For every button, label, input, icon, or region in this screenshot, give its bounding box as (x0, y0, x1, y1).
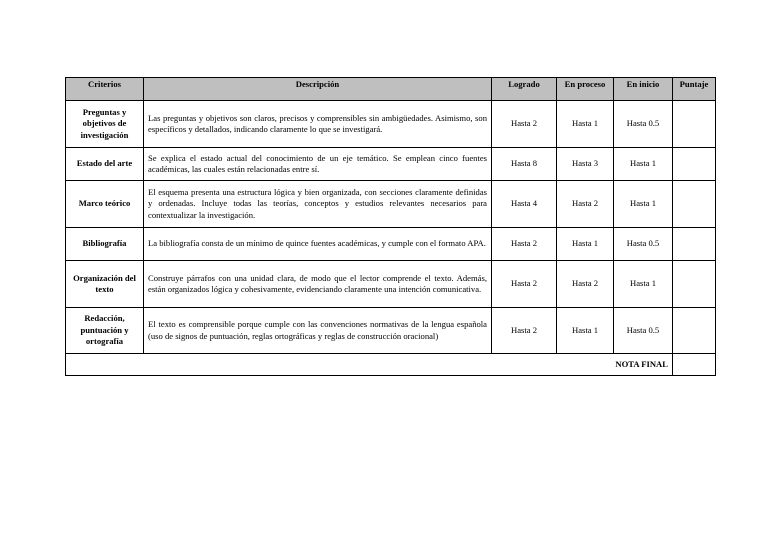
achieved-cell: Hasta 2 (492, 261, 557, 308)
in-progress-cell: Hasta 1 (557, 308, 614, 354)
in-progress-cell: Hasta 2 (557, 181, 614, 228)
score-cell[interactable] (673, 261, 716, 308)
starting-cell: Hasta 0.5 (614, 308, 673, 354)
criterion-cell: Bibliografía (66, 228, 144, 261)
description-cell: El esquema presenta una estructura lógica y bien organizada, con secciones claramente definidas y ordenadas. Incluye todas las teorías, conceptos y estudios relevantes necesarios para contextualizar la investigación. (144, 181, 492, 228)
in-progress-cell: Hasta 1 (557, 101, 614, 148)
starting-cell: Hasta 0.5 (614, 101, 673, 148)
rubric-table (65, 77, 716, 376)
starting-cell: Hasta 0.5 (614, 228, 673, 261)
table-row (66, 148, 716, 181)
description-cell: Se explica el estado actual del conocimiento de un eje temático. Se emplean cinco fuentes académicas, las cuales están relacionadas entre sí. (144, 148, 492, 181)
achieved-cell: Hasta 2 (492, 308, 557, 354)
table-row (66, 181, 716, 228)
header-description: Descripción (144, 78, 492, 101)
description-cell: La bibliografía consta de un mínimo de quince fuentes académicas, y cumple con el formato APA. (144, 228, 492, 261)
criterion-cell: Organización del texto (66, 261, 144, 308)
description-cell: El texto es comprensible porque cumple con las convenciones normativas de la lengua española (uso de signos de puntuación, reglas ortográficas y reglas de construcción oracional) (144, 308, 492, 354)
score-cell[interactable] (673, 101, 716, 148)
starting-cell: Hasta 1 (614, 181, 673, 228)
score-cell[interactable] (673, 308, 716, 354)
score-cell[interactable] (673, 181, 716, 228)
in-progress-cell: Hasta 2 (557, 261, 614, 308)
starting-cell: Hasta 1 (614, 148, 673, 181)
table-row (66, 308, 716, 354)
header-criteria: Criterios (66, 78, 144, 101)
description-cell: Las preguntas y objetivos son claros, precisos y comprensibles sin ambigüedades. Asimismo, son específicos y detallados, indicando claramente lo que se investigará. (144, 101, 492, 148)
criterion-cell: Marco teórico (66, 181, 144, 228)
table-row (66, 261, 716, 308)
starting-cell: Hasta 1 (614, 261, 673, 308)
achieved-cell: Hasta 2 (492, 228, 557, 261)
table-header-row (66, 78, 716, 101)
criterion-cell: Preguntas y objetivos de investigación (66, 101, 144, 148)
header-score: Puntaje (673, 78, 716, 101)
criterion-cell: Redacción, puntuación y ortografía (66, 308, 144, 354)
final-grade-label: NOTA FINAL (66, 354, 673, 376)
table-row (66, 228, 716, 261)
criterion-cell: Estado del arte (66, 148, 144, 181)
in-progress-cell: Hasta 1 (557, 228, 614, 261)
header-starting: En inicio (614, 78, 673, 101)
in-progress-cell: Hasta 3 (557, 148, 614, 181)
score-cell[interactable] (673, 228, 716, 261)
final-grade-row (66, 354, 716, 376)
header-achieved: Logrado (492, 78, 557, 101)
table-row (66, 101, 716, 148)
header-in-progress: En proceso (557, 78, 614, 101)
final-grade-cell[interactable] (673, 354, 716, 376)
achieved-cell: Hasta 2 (492, 101, 557, 148)
achieved-cell: Hasta 8 (492, 148, 557, 181)
score-cell[interactable] (673, 148, 716, 181)
achieved-cell: Hasta 4 (492, 181, 557, 228)
description-cell: Construye párrafos con una unidad clara, de modo que el lector comprende el texto. Además, están organizados lógica y cohesivamente, evidenciando claramente una intención comunicativa. (144, 261, 492, 308)
